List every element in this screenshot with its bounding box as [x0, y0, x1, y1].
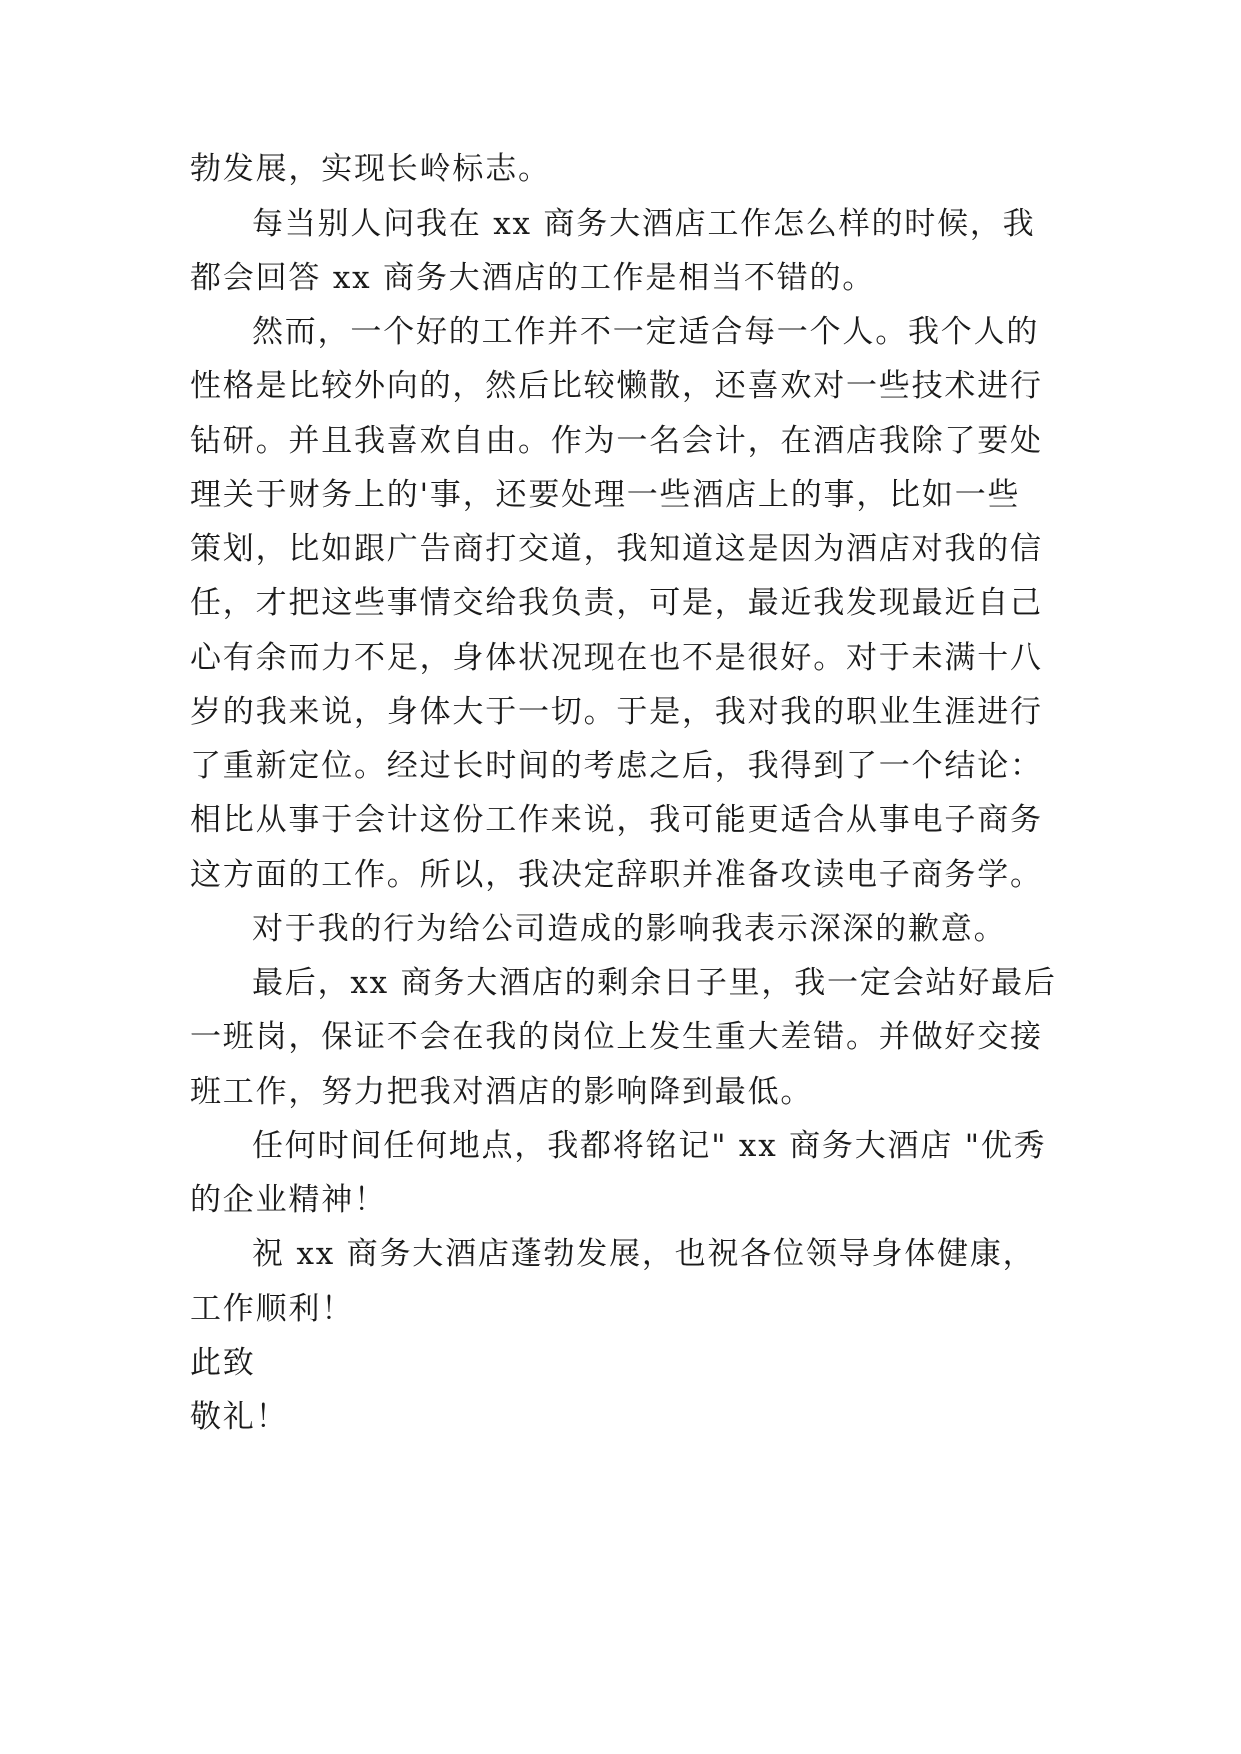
text-line: 的企业精神！	[190, 1182, 387, 1218]
text-line: 勃发展，实现长岭标志。	[190, 151, 551, 187]
paragraph-start-line: 任何时间任何地点，我都将铭记" xx 商务大酒店 "优秀	[252, 1128, 1047, 1164]
text-line: 性格是比较外向的，然后比较懒散，还喜欢对一些技术进行	[190, 368, 1043, 404]
paragraph-start-line: 祝 xx 商务大酒店蓬勃发展，也祝各位领导身体健康，	[252, 1236, 1036, 1272]
text-line: 任，才把这些事情交给我负责，可是，最近我发现最近自己	[190, 585, 1043, 621]
paragraph-start-line: 对于我的行为给公司造成的影响我表示深深的歉意。	[252, 911, 1007, 947]
text-line: 心有余而力不足，身体状况现在也不是很好。对于未满十八	[190, 640, 1043, 676]
text-line: 都会回答 xx 商务大酒店的工作是相当不错的。	[190, 260, 876, 296]
text-line: 了重新定位。经过长时间的考虑之后，我得到了一个结论：	[190, 748, 1043, 784]
text-line: 班工作，努力把我对酒店的影响降到最低。	[190, 1074, 814, 1110]
text-line: 理关于财务上的'事，还要处理一些酒店上的事，比如一些	[190, 477, 1021, 513]
closing-salutation: 此致	[190, 1345, 256, 1381]
text-line: 相比从事于会计这份工作来说，我可能更适合从事电子商务	[190, 802, 1043, 838]
paragraph-start-line: 每当别人问我在 xx 商务大酒店工作怎么样的时候，我	[252, 206, 1036, 242]
paragraph-start-line: 然而，一个好的工作并不一定适合每一个人。我个人的	[252, 314, 1040, 350]
closing-regards: 敬礼！	[190, 1399, 289, 1435]
text-line: 这方面的工作。所以，我决定辞职并准备攻读电子商务学。	[190, 857, 1043, 893]
text-line: 工作顺利！	[190, 1291, 354, 1327]
text-line: 钻研。并且我喜欢自由。作为一名会计，在酒店我除了要处	[190, 423, 1043, 459]
text-line: 岁的我来说，身体大于一切。于是，我对我的职业生涯进行	[190, 694, 1043, 730]
text-line: 策划，比如跟广告商打交道，我知道这是因为酒店对我的信	[190, 531, 1043, 567]
text-line: 一班岗，保证不会在我的岗位上发生重大差错。并做好交接	[190, 1019, 1043, 1055]
paragraph-start-line: 最后，xx 商务大酒店的剩余日子里，我一定会站好最后	[252, 965, 1057, 1001]
